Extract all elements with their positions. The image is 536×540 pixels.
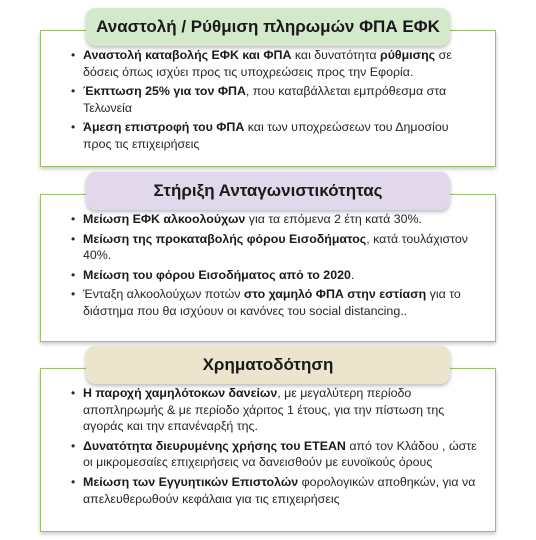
bullet-item [71,474,477,507]
bullet-item [71,231,477,264]
bullet-dot-icon: • [71,287,76,302]
bullet-dot-icon: • [71,474,76,489]
bullet-item [71,286,477,319]
bullet-text-bold: ρύθμισης [380,48,436,62]
bullet-text-bold: Μείωση της προκαταβολής φόρου Εισοδήματος [83,231,367,246]
bullet-dot-icon: • [71,48,76,62]
section-header: Χρηματοδότηση [86,346,450,384]
bullet-item [71,83,477,116]
bullet-text: , με μεγαλύτερη περίοδο αποπληρωμής & με περίοδο χάριτος 1 έτους, για την πίστωση της αγοράς και την επανέναρξή της. [83,386,445,434]
bullet-dot-icon: • [71,212,76,226]
bullet-item [71,47,477,80]
bullet-dot-icon: • [71,438,76,453]
bullet-dot-icon: • [71,386,76,400]
bullet-text-bold: στο χαμηλό ΦΠΑ στην εστίαση [243,287,427,302]
bullet-dot-icon: • [71,84,76,99]
section-box [40,368,496,532]
bullet-item [71,385,477,435]
bullet-item [71,267,477,284]
bullet-text: από τον Κλάδου , ώστε οι μικρομεσαίες επιχειρήσεις να δανεισθούν με ευνοϊκούς όρους [83,438,477,470]
bullet-dot-icon: • [71,231,76,246]
bullet-text: . [350,267,355,282]
bullet-text-bold: Η παροχή χαμηλότοκων δανείων [83,386,278,400]
section-box [40,30,496,167]
bullet-text: για το διάστημα που θα ισχύουν οι κανόνες του social distancing.. [83,287,461,318]
bullet-text: σε δόσεις όπως ισχύει προς τις υποχρεώσεις προς την Εφορία. [83,48,452,79]
bullet-text: και δυνατότητα [291,48,381,62]
bullet-text-bold: Μείωση του φόρου Εισοδήματος από το 2020 [83,267,351,282]
bullet-text: φορολογικών αποθηκών, για να απελευθερωθούν κεφάλαια για τις επιχειρήσεις [83,474,476,506]
bullet-text-bold: Δυνατότητα διευρυμένης χρήσης του ΕΤΕΑΝ [83,438,346,453]
bullet-text: , που καταβάλλεται εμπρόθεσμα στα Τελωνεία [83,84,447,115]
bullet-text: για τα επόμενα 2 έτη κατά 30%. [245,212,422,226]
bullet-text: Ένταξη αλκοολούχων ποτών [83,287,244,302]
section-header: Στήριξη Ανταγωνιστικότητας [86,172,450,210]
bullet-item [71,119,477,152]
section-header: Αναστολή / Ρύθμιση πληρωμών ΦΠΑ ΕΦΚ [86,8,450,46]
bullet-text-bold: Άμεση επιστροφή του ΦΠΑ [83,120,245,135]
bullet-text-bold: Αναστολή καταβολής ΕΦΚ και ΦΠΑ [83,48,292,62]
bullet-dot-icon: • [71,267,76,282]
section-box [40,194,496,342]
bullet-dot-icon: • [71,120,76,135]
bullet-item [71,438,477,471]
bullet-text-bold: Έκπτωση 25% για τον ΦΠΑ [83,84,246,99]
bullet-text-bold: Μείωση ΕΦΚ αλκοολούχων [83,212,246,226]
bullet-text: και των υποχρεώσεων του Δημοσίου προς τις επιχειρήσεις [83,120,449,151]
bullet-text: , κατά τουλάχιστον 40%. [83,231,468,263]
bullet-item [71,211,477,228]
bullet-text-bold: Μείωση των Εγγυητικών Επιστολών [83,474,299,489]
